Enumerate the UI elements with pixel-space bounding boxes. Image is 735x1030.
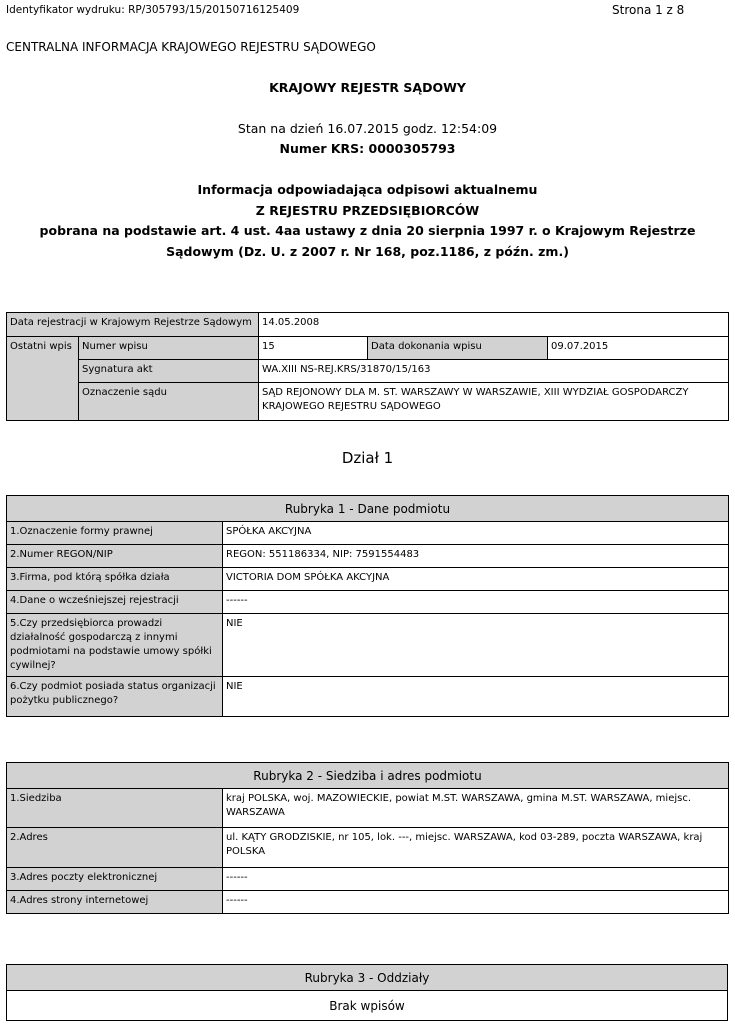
- table-row: [7, 991, 728, 1021]
- row-value: ------: [223, 868, 729, 891]
- table-row: [7, 591, 729, 614]
- row-label: 4.Adres strony internetowej: [7, 891, 223, 914]
- status-date: Stan na dzień 16.07.2015 godz. 12:54:09: [237, 121, 498, 136]
- rubric-2-header: [7, 763, 729, 789]
- table-row: [7, 568, 729, 591]
- info-line: Informacja odpowiadająca odpisowi aktualnemu: [197, 182, 538, 197]
- row-label: 2.Numer REGON/NIP: [7, 545, 223, 568]
- row-value: ------: [223, 591, 729, 614]
- entry-number-label: Numer wpisu: [79, 337, 259, 360]
- empty-entries-text: Brak wpisów: [7, 991, 728, 1021]
- row-value: ------: [223, 891, 729, 914]
- row-value: NIE: [223, 614, 729, 677]
- document-title: KRAJOWY REJESTR SĄDOWY: [269, 80, 466, 95]
- row-value: kraj POLSKA, woj. MAZOWIECKIE, powiat M.ST. WARSZAWA, gmina M.ST. WARSZAWA, miejsc. WARSZAWA: [223, 789, 729, 828]
- institution-name: CENTRALNA INFORMACJA KRAJOWEGO REJESTRU SĄDOWEGO: [6, 40, 376, 54]
- rubric-2-title: Rubryka 2 - Siedziba i adres podmiotu: [7, 763, 729, 789]
- entry-date-value: 09.07.2015: [548, 337, 729, 360]
- info-header: [0, 180, 735, 262]
- registration-table: [6, 312, 729, 421]
- print-identifier: Identyfikator wydruku: RP/305793/15/20150716125409: [6, 4, 300, 16]
- info-line: pobrana na podstawie art. 4 ust. 4aa ustawy z dnia 20 sierpnia 1997 r. o Krajowym Rejestrze: [39, 223, 696, 238]
- table-row: [7, 614, 729, 677]
- court-value: SĄD REJONOWY DLA M. ST. WARSZAWY W WARSZAWIE, XIII WYDZIAŁ GOSPODARCZY KRAJOWEGO REJESTRU SĄDOWEGO: [259, 383, 729, 421]
- rubric-1-title: Rubryka 1 - Dane podmiotu: [7, 496, 729, 522]
- row-label: 4.Dane o wcześniejszej rejestracji: [7, 591, 223, 614]
- table-row: [7, 337, 729, 360]
- rubric-1-header: [7, 496, 729, 522]
- row-label: 3.Adres poczty elektronicznej: [7, 868, 223, 891]
- table-row: [7, 545, 729, 568]
- row-value: ul. KĄTY GRODZISKIE, nr 105, lok. ---, miejsc. WARSZAWA, kod 03-289, poczta WARSZAWA, kraj POLSKA: [223, 828, 729, 868]
- info-line: Z REJESTRU PRZEDSIĘBIORCÓW: [255, 202, 480, 218]
- row-label: 6.Czy podmiot posiada status organizacji pożytku publicznego?: [7, 677, 223, 717]
- table-row: [7, 868, 729, 891]
- table-row: [7, 891, 729, 914]
- row-label: 3.Firma, pod którą spółka działa: [7, 568, 223, 591]
- row-value: VICTORIA DOM SPÓŁKA AKCYJNA: [223, 568, 729, 591]
- krs-number: Numer KRS: 0000305793: [279, 141, 456, 156]
- section-title: Dział 1: [341, 449, 394, 467]
- court-label: Oznaczenie sądu: [79, 383, 259, 421]
- reg-date-value: 14.05.2008: [259, 313, 729, 337]
- signature-label: Sygnatura akt: [79, 360, 259, 383]
- rubric-3-table: [6, 964, 728, 1021]
- table-row: [7, 789, 729, 828]
- table-row: [7, 313, 729, 337]
- signature-value: WA.XIII NS-REJ.KRS/31870/15/163: [259, 360, 729, 383]
- rubric-3-title: Rubryka 3 - Oddziały: [7, 965, 728, 991]
- page-number: Strona 1 z 8: [612, 3, 685, 17]
- entry-date-label: Data dokonania wpisu: [368, 337, 548, 360]
- rubric-2-table: [6, 762, 729, 914]
- row-label: 2.Adres: [7, 828, 223, 868]
- reg-date-label: Data rejestracji w Krajowym Rejestrze Sądowym: [7, 313, 259, 337]
- table-row: [7, 360, 729, 383]
- last-entry-label: Ostatni wpis: [7, 337, 79, 421]
- row-value: SPÓŁKA AKCYJNA: [223, 522, 729, 545]
- rubric-3-header: [7, 965, 728, 991]
- table-row: [7, 383, 729, 421]
- entry-number-value: 15: [259, 337, 368, 360]
- row-label: 1.Siedziba: [7, 789, 223, 828]
- rubric-1-table: [6, 495, 729, 717]
- table-row: [7, 677, 729, 717]
- row-value: REGON: 551186334, NIP: 7591554483: [223, 545, 729, 568]
- table-row: [7, 828, 729, 868]
- info-line: Sądowym (Dz. U. z 2007 r. Nr 168, poz.1186, z późn. zm.): [166, 243, 569, 259]
- row-label: 1.Oznaczenie formy prawnej: [7, 522, 223, 545]
- row-label: 5.Czy przedsiębiorca prowadzi działalność gospodarczą z innymi podmiotami na podstawie umowy spółki cywilnej?: [7, 614, 223, 677]
- row-value: NIE: [223, 677, 729, 717]
- table-row: [7, 522, 729, 545]
